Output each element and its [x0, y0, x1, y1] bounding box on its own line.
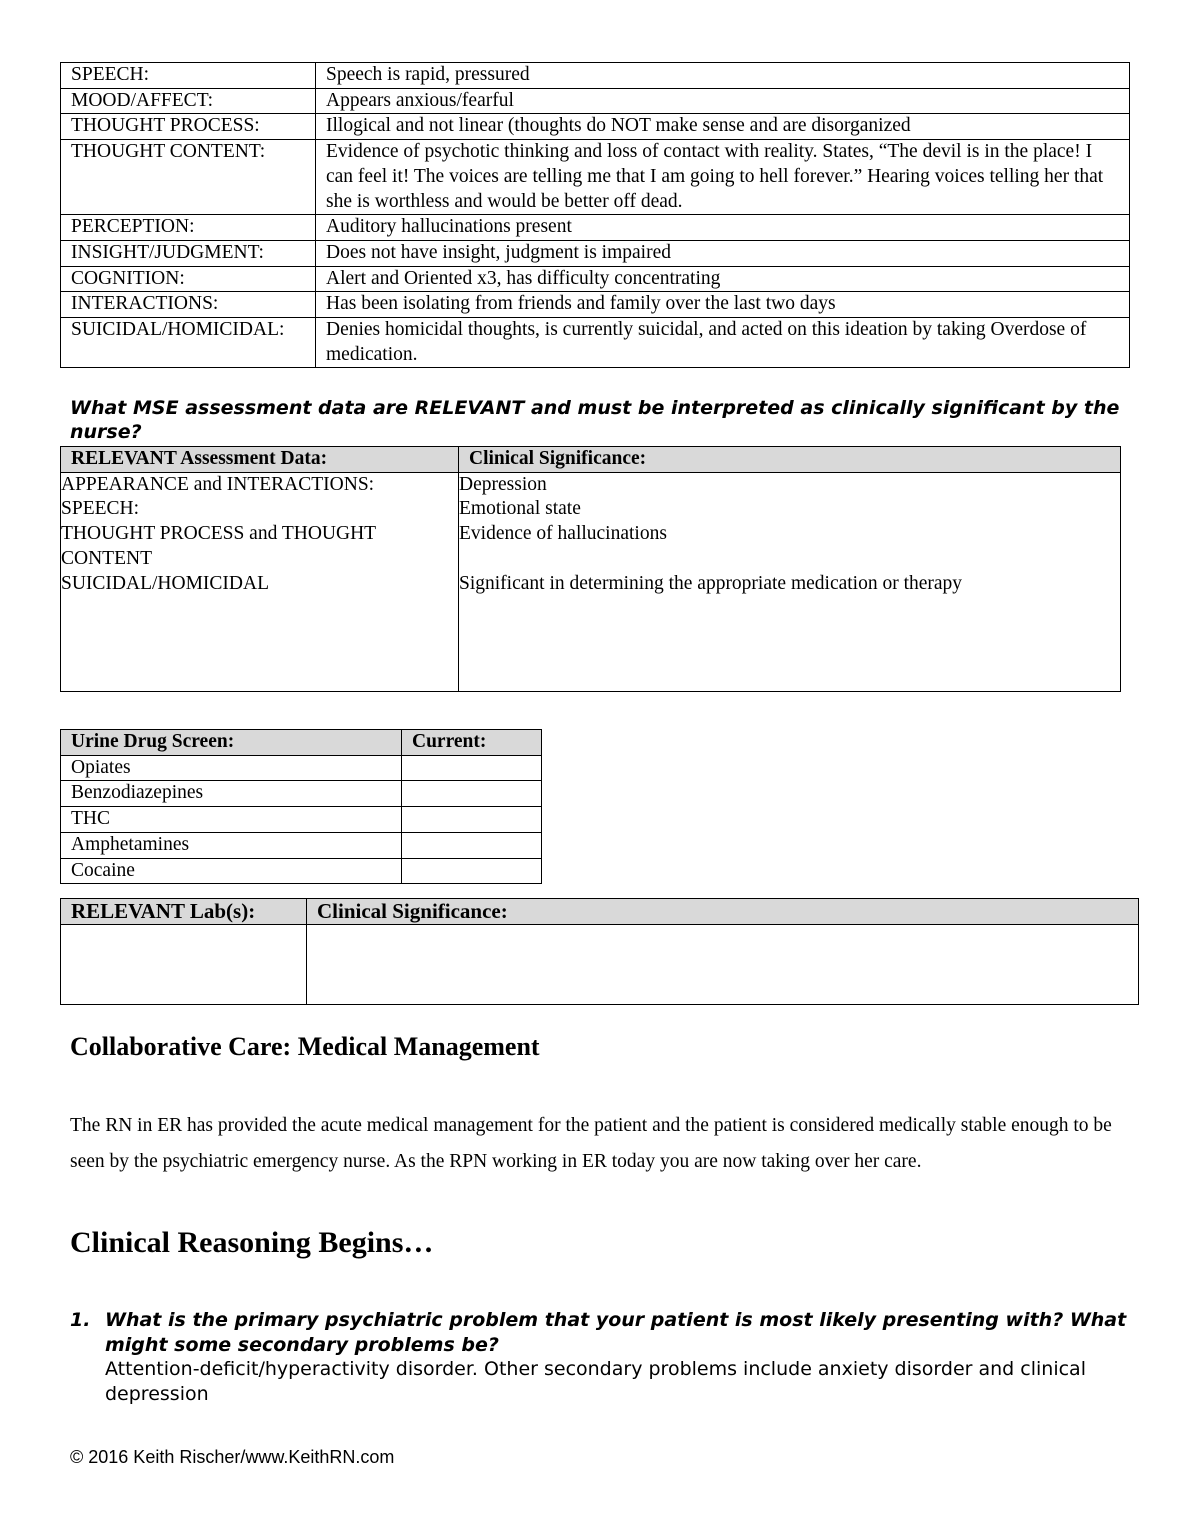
- labs-significance-cell[interactable]: [307, 925, 1139, 1005]
- table-row: [61, 318, 1130, 368]
- relevant-labs-table: [60, 898, 1139, 1005]
- table-row: [61, 240, 1130, 266]
- list-item: SPEECH:: [61, 498, 140, 520]
- table-row: [61, 114, 1130, 140]
- drug-name: Benzodiazepines: [61, 781, 402, 807]
- mse-value: Does not have insight, judgment is impaired: [316, 240, 1130, 266]
- table-row: [61, 63, 1130, 89]
- clinical-significance-cell: [459, 472, 1121, 691]
- list-item: Evidence of hallucinations: [459, 523, 667, 545]
- mse-value: Evidence of psychotic thinking and loss of contact with reality. States, “The devil is in the place! I can feel it! The voices are telling me that I am going to hell forever.” Hearing voices telling her that she is worthless and would be better off dead.: [316, 140, 1130, 215]
- table-row: [61, 472, 1121, 691]
- mse-label: MOOD/AFFECT:: [61, 88, 316, 114]
- table-row: [61, 88, 1130, 114]
- table-header-row: [61, 730, 542, 756]
- drug-name: Opiates: [61, 755, 402, 781]
- mse-table: [60, 62, 1130, 368]
- current-value-cell[interactable]: [402, 858, 542, 884]
- mse-value: Has been isolating from friends and family over the last two days: [316, 292, 1130, 318]
- labs-significance-header: Clinical Significance:: [307, 899, 1139, 925]
- relevant-data-header: RELEVANT Assessment Data:: [61, 447, 459, 473]
- current-header: Current:: [402, 730, 542, 756]
- question-text: What is the primary psychiatric problem that your patient is most likely presenting with? What might some secondary problems be?: [105, 1309, 1127, 1356]
- mse-label: SUICIDAL/HOMICIDAL:: [61, 318, 316, 368]
- mse-value: Denies homicidal thoughts, is currently suicidal, and acted on this ideation by taking Overdose of medication.: [316, 318, 1130, 368]
- drug-name: Amphetamines: [61, 832, 402, 858]
- list-item: SUICIDAL/HOMICIDAL: [61, 572, 269, 594]
- mse-label: THOUGHT PROCESS:: [61, 114, 316, 140]
- table-header-row: [61, 447, 1121, 473]
- clinical-significance-header: Clinical Significance:: [459, 447, 1121, 473]
- mse-label: SPEECH:: [61, 63, 316, 89]
- question-1: [70, 1308, 1140, 1406]
- list-item: Depression: [459, 473, 547, 495]
- drug-name: Cocaine: [61, 858, 402, 884]
- current-value-cell[interactable]: [402, 807, 542, 833]
- question-heading: What MSE assessment data are RELEVANT and must be interpreted as clinically significant by the nurse?: [70, 397, 1120, 443]
- list-item: Emotional state: [459, 498, 581, 520]
- labs-header: RELEVANT Lab(s):: [61, 899, 307, 925]
- mse-label: PERCEPTION:: [61, 215, 316, 241]
- mse-value: Alert and Oriented x3, has difficulty concentrating: [316, 266, 1130, 292]
- section-title-collaborative-care: Collaborative Care: Medical Management: [70, 1032, 540, 1061]
- urine-drug-screen-table: [60, 729, 542, 884]
- table-row: [61, 215, 1130, 241]
- uds-header: Urine Drug Screen:: [61, 730, 402, 756]
- list-item: Significant in determining the appropriate medication or therapy: [459, 572, 963, 594]
- current-value-cell[interactable]: [402, 832, 542, 858]
- table-row: [61, 755, 542, 781]
- section-title-clinical-reasoning: Clinical Reasoning Begins…: [70, 1226, 434, 1259]
- table-row: [61, 807, 542, 833]
- current-value-cell[interactable]: [402, 781, 542, 807]
- relevant-assessment-table: [60, 446, 1121, 692]
- table-header-row: [61, 899, 1139, 925]
- mse-value: Auditory hallucinations present: [316, 215, 1130, 241]
- mse-value: Illogical and not linear (thoughts do NOT make sense and are disorganized: [316, 114, 1130, 140]
- table-row: [61, 858, 542, 884]
- table-row: [61, 832, 542, 858]
- mse-value: Speech is rapid, pressured: [316, 63, 1130, 89]
- list-item: THOUGHT PROCESS and THOUGHT CONTENT: [61, 523, 376, 569]
- list-item: [459, 547, 1120, 572]
- list-item: APPEARANCE and INTERACTIONS:: [61, 473, 375, 495]
- collaborative-care-paragraph: The RN in ER has provided the acute medical management for the patient and the patient is considered medically stable enough to be seen by the psychiatric emergency nurse. As the RPN working in ER today you are now taking over her care.: [70, 1115, 1112, 1172]
- question-number: 1.: [70, 1309, 91, 1331]
- question-answer: Attention-deficit/hyperactivity disorder. Other secondary problems include anxiety disorder and clinical depression: [105, 1358, 1086, 1405]
- mse-value: Appears anxious/fearful: [316, 88, 1130, 114]
- drug-name: THC: [61, 807, 402, 833]
- current-value-cell[interactable]: [402, 755, 542, 781]
- table-row: [61, 266, 1130, 292]
- copyright-footer: © 2016 Keith Rischer/www.KeithRN.com: [70, 1447, 395, 1467]
- mse-label: THOUGHT CONTENT:: [61, 140, 316, 215]
- table-row: [61, 781, 542, 807]
- mse-label: INTERACTIONS:: [61, 292, 316, 318]
- table-row: [61, 292, 1130, 318]
- mse-label: COGNITION:: [61, 266, 316, 292]
- table-row: [61, 140, 1130, 215]
- relevant-data-cell: [61, 472, 459, 691]
- labs-cell[interactable]: [61, 925, 307, 1005]
- table-row: [61, 925, 1139, 1005]
- mse-label: INSIGHT/JUDGMENT:: [61, 240, 316, 266]
